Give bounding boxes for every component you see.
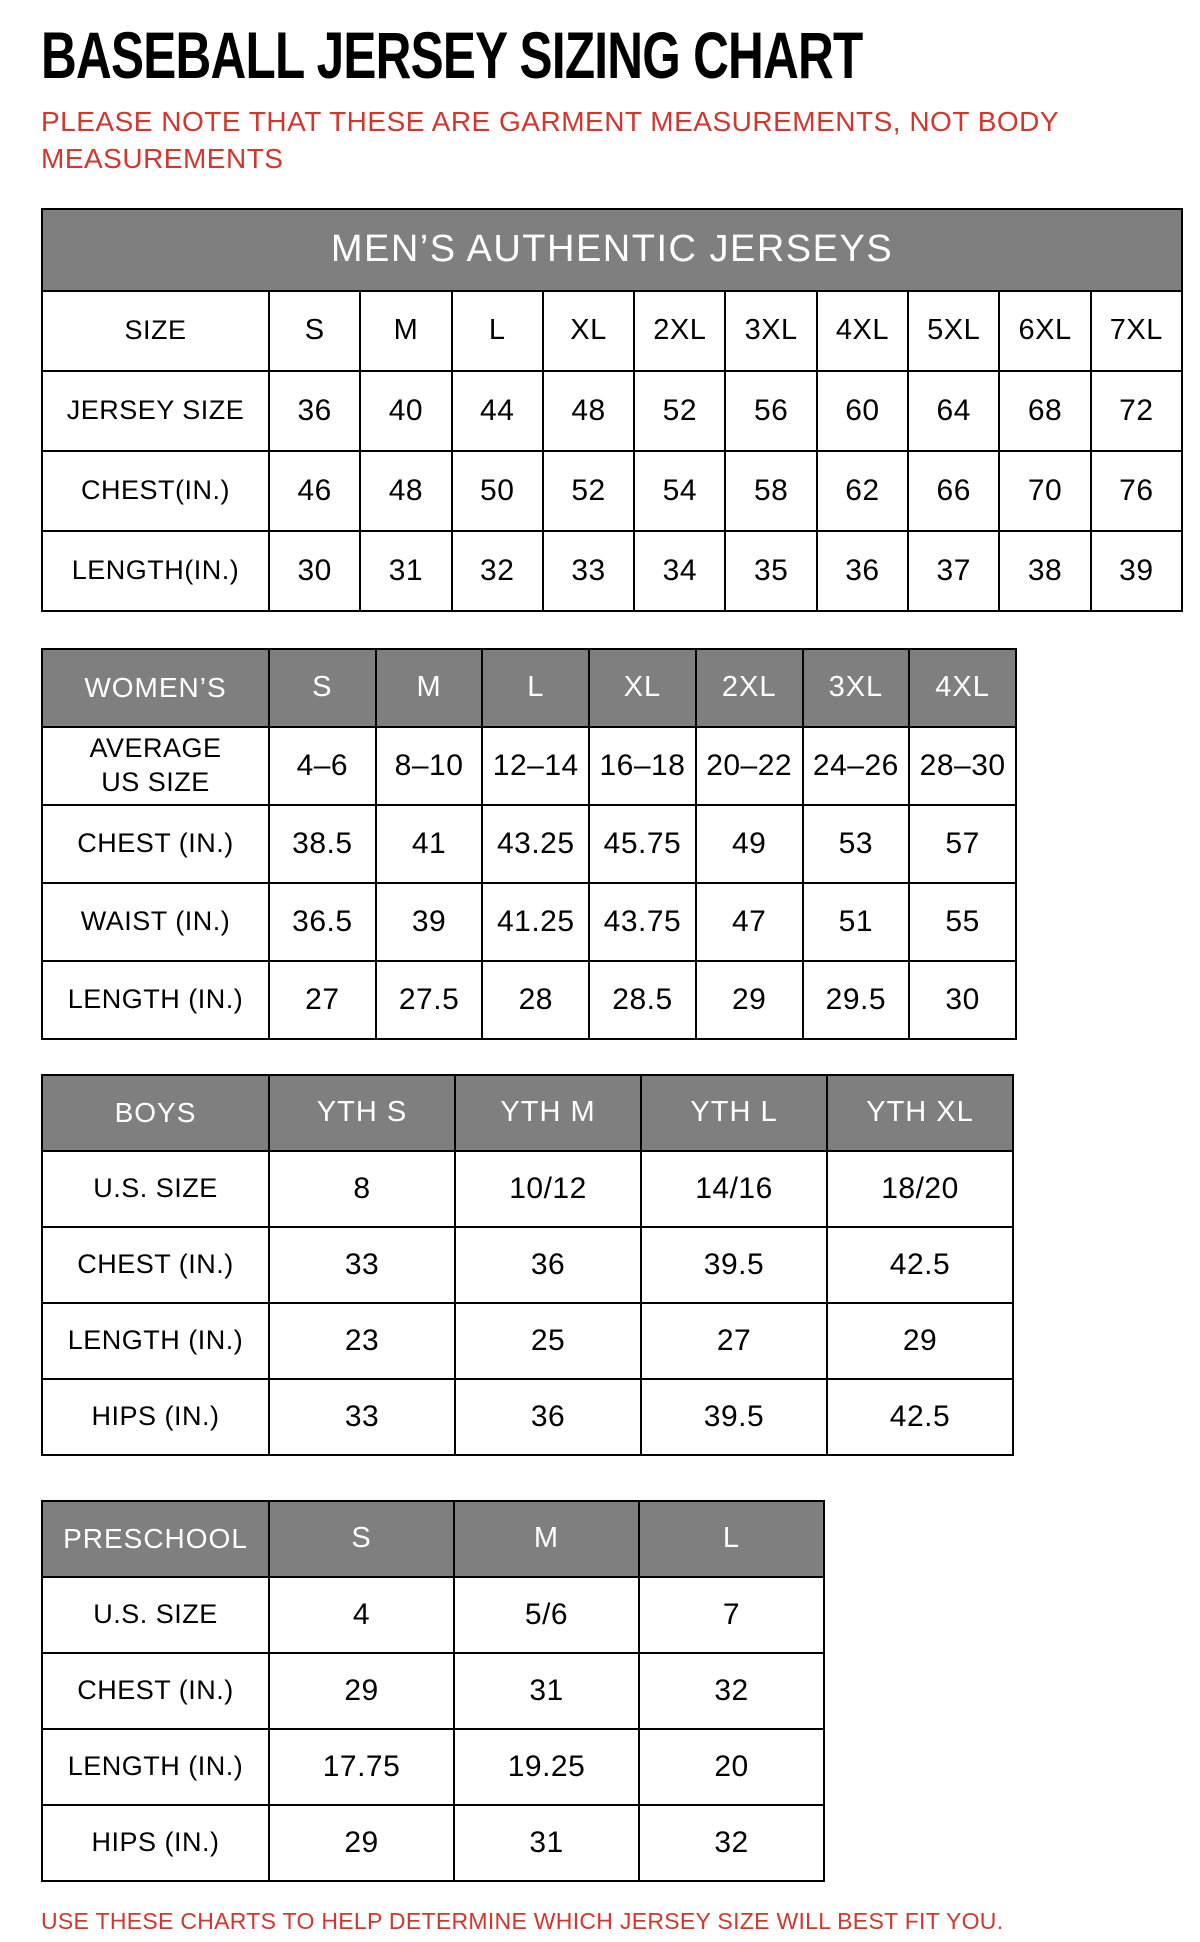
row-label: U.S. SIZE [42, 1151, 269, 1227]
row-label: HIPS (IN.) [42, 1379, 269, 1455]
value-cell: 45.75 [589, 805, 696, 883]
value-cell: 4–6 [269, 727, 376, 805]
row-label: JERSEY SIZE [42, 371, 269, 451]
value-cell: 7 [639, 1577, 824, 1653]
value-cell: 39 [376, 883, 483, 961]
row-label: U.S. SIZE [42, 1577, 269, 1653]
value-cell: 32 [452, 531, 543, 611]
value-cell: 27 [641, 1303, 827, 1379]
value-cell: 27.5 [376, 961, 483, 1039]
value-cell: 53 [803, 805, 910, 883]
value-cell: 58 [725, 451, 816, 531]
value-cell: 24–26 [803, 727, 910, 805]
table-row [42, 451, 1182, 531]
row-label: LENGTH (IN.) [42, 1729, 269, 1805]
womens-table-body [42, 727, 1016, 1039]
row-label: CHEST(IN.) [42, 451, 269, 531]
page-title-text: BASEBALL JERSEY SIZING CHART [41, 18, 863, 92]
column-header-cell: SIZE [42, 291, 269, 371]
value-cell: 18/20 [827, 1151, 1013, 1227]
table-row [42, 371, 1182, 451]
value-cell: 35 [725, 531, 816, 611]
column-header-cell: 6XL [999, 291, 1090, 371]
column-header-cell: 4XL [817, 291, 908, 371]
value-cell: 36 [269, 371, 360, 451]
value-cell: 41 [376, 805, 483, 883]
value-cell: 28.5 [589, 961, 696, 1039]
column-header-cell: S [269, 649, 376, 727]
row-label: CHEST (IN.) [42, 1653, 269, 1729]
value-cell: 32 [639, 1805, 824, 1881]
womens-sizing-table [41, 648, 1017, 1040]
value-cell: 28 [482, 961, 589, 1039]
row-label: WAIST (IN.) [42, 883, 269, 961]
mens-table-title: MEN’S AUTHENTIC JERSEYS [42, 209, 1182, 291]
value-cell: 36 [455, 1379, 641, 1455]
row-label: LENGTH (IN.) [42, 1303, 269, 1379]
value-cell: 64 [908, 371, 999, 451]
value-cell: 29 [269, 1805, 454, 1881]
value-cell: 32 [639, 1653, 824, 1729]
value-cell: 39.5 [641, 1379, 827, 1455]
value-cell: 70 [999, 451, 1090, 531]
page-title [41, 18, 1200, 92]
value-cell: 31 [454, 1805, 639, 1881]
value-cell: 55 [909, 883, 1016, 961]
column-header-cell: M [376, 649, 483, 727]
column-header-cell: 3XL [803, 649, 910, 727]
value-cell: 8 [269, 1151, 455, 1227]
column-header-cell: XL [589, 649, 696, 727]
value-cell: 72 [1091, 371, 1182, 451]
value-cell: 36 [455, 1227, 641, 1303]
value-cell: 4 [269, 1577, 454, 1653]
value-cell: 54 [634, 451, 725, 531]
value-cell: 50 [452, 451, 543, 531]
mens-column-header-row [42, 291, 1182, 371]
column-header-cell: BOYS [42, 1075, 269, 1151]
table-row [42, 1151, 1013, 1227]
row-label: AVERAGE US SIZE [42, 727, 269, 805]
boys-column-header-row [42, 1075, 1013, 1151]
column-header-cell: YTH S [269, 1075, 455, 1151]
footer-note: USE THESE CHARTS TO HELP DETERMINE WHICH JERSEY SIZE WILL BEST FIT YOU. [41, 1907, 1004, 1934]
row-label: CHEST (IN.) [42, 805, 269, 883]
column-header-cell: 2XL [696, 649, 803, 727]
value-cell: 66 [908, 451, 999, 531]
table-row [42, 805, 1016, 883]
value-cell: 30 [269, 531, 360, 611]
table-row [42, 1577, 824, 1653]
value-cell: 47 [696, 883, 803, 961]
value-cell: 57 [909, 805, 1016, 883]
table-row [42, 727, 1016, 805]
table-row [42, 531, 1182, 611]
value-cell: 36.5 [269, 883, 376, 961]
value-cell: 76 [1091, 451, 1182, 531]
value-cell: 33 [269, 1227, 455, 1303]
table-row [42, 1653, 824, 1729]
value-cell: 29 [827, 1303, 1013, 1379]
value-cell: 51 [803, 883, 910, 961]
column-header-cell: PRESCHOOL [42, 1501, 269, 1577]
table-row [42, 1805, 824, 1881]
row-label: LENGTH(IN.) [42, 531, 269, 611]
value-cell: 40 [360, 371, 451, 451]
value-cell: 12–14 [482, 727, 589, 805]
preschool-table-body [42, 1577, 824, 1881]
value-cell: 36 [817, 531, 908, 611]
table-row [42, 1227, 1013, 1303]
value-cell: 33 [269, 1379, 455, 1455]
value-cell: 62 [817, 451, 908, 531]
value-cell: 52 [634, 371, 725, 451]
column-header-cell: S [269, 1501, 454, 1577]
value-cell: 43.75 [589, 883, 696, 961]
value-cell: 8–10 [376, 727, 483, 805]
womens-column-header-row [42, 649, 1016, 727]
column-header-cell: 5XL [908, 291, 999, 371]
boys-sizing-table [41, 1074, 1014, 1456]
value-cell: 42.5 [827, 1379, 1013, 1455]
value-cell: 5/6 [454, 1577, 639, 1653]
column-header-cell: 3XL [725, 291, 816, 371]
value-cell: 44 [452, 371, 543, 451]
column-header-cell: M [360, 291, 451, 371]
preschool-sizing-table [41, 1500, 825, 1882]
value-cell: 29 [696, 961, 803, 1039]
table-row [42, 1729, 824, 1805]
value-cell: 38 [999, 531, 1090, 611]
column-header-cell: YTH M [455, 1075, 641, 1151]
column-header-cell: 2XL [634, 291, 725, 371]
value-cell: 20 [639, 1729, 824, 1805]
value-cell: 19.25 [454, 1729, 639, 1805]
row-label: CHEST (IN.) [42, 1227, 269, 1303]
preschool-column-header-row [42, 1501, 824, 1577]
value-cell: 49 [696, 805, 803, 883]
measurement-note: PLEASE NOTE THAT THESE ARE GARMENT MEASUREMENTS, NOT BODY MEASUREMENTS [41, 106, 1059, 174]
column-header-cell: M [454, 1501, 639, 1577]
column-header-cell: L [639, 1501, 824, 1577]
column-header-cell: YTH L [641, 1075, 827, 1151]
value-cell: 39 [1091, 531, 1182, 611]
value-cell: 39.5 [641, 1227, 827, 1303]
table-row [42, 961, 1016, 1039]
value-cell: 23 [269, 1303, 455, 1379]
value-cell: 46 [269, 451, 360, 531]
value-cell: 17.75 [269, 1729, 454, 1805]
value-cell: 42.5 [827, 1227, 1013, 1303]
value-cell: 27 [269, 961, 376, 1039]
value-cell: 52 [543, 451, 634, 531]
column-header-cell: L [452, 291, 543, 371]
column-header-cell: XL [543, 291, 634, 371]
value-cell: 43.25 [482, 805, 589, 883]
value-cell: 60 [817, 371, 908, 451]
column-header-cell: L [482, 649, 589, 727]
column-header-cell: YTH XL [827, 1075, 1013, 1151]
value-cell: 10/12 [455, 1151, 641, 1227]
value-cell: 31 [360, 531, 451, 611]
value-cell: 29 [269, 1653, 454, 1729]
mens-table-banner-row [42, 209, 1182, 291]
value-cell: 68 [999, 371, 1090, 451]
mens-table-body [42, 371, 1182, 611]
value-cell: 48 [543, 371, 634, 451]
value-cell: 31 [454, 1653, 639, 1729]
table-row [42, 1303, 1013, 1379]
value-cell: 29.5 [803, 961, 910, 1039]
value-cell: 14/16 [641, 1151, 827, 1227]
table-row [42, 1379, 1013, 1455]
mens-sizing-table [41, 208, 1183, 612]
column-header-cell: S [269, 291, 360, 371]
row-label: LENGTH (IN.) [42, 961, 269, 1039]
value-cell: 28–30 [909, 727, 1016, 805]
value-cell: 30 [909, 961, 1016, 1039]
value-cell: 33 [543, 531, 634, 611]
value-cell: 16–18 [589, 727, 696, 805]
value-cell: 34 [634, 531, 725, 611]
value-cell: 48 [360, 451, 451, 531]
value-cell: 56 [725, 371, 816, 451]
value-cell: 41.25 [482, 883, 589, 961]
value-cell: 25 [455, 1303, 641, 1379]
row-label: HIPS (IN.) [42, 1805, 269, 1881]
column-header-cell: 7XL [1091, 291, 1182, 371]
value-cell: 38.5 [269, 805, 376, 883]
table-row [42, 883, 1016, 961]
value-cell: 37 [908, 531, 999, 611]
value-cell: 20–22 [696, 727, 803, 805]
column-header-cell: 4XL [909, 649, 1016, 727]
column-header-cell: WOMEN’S [42, 649, 269, 727]
boys-table-body [42, 1151, 1013, 1455]
